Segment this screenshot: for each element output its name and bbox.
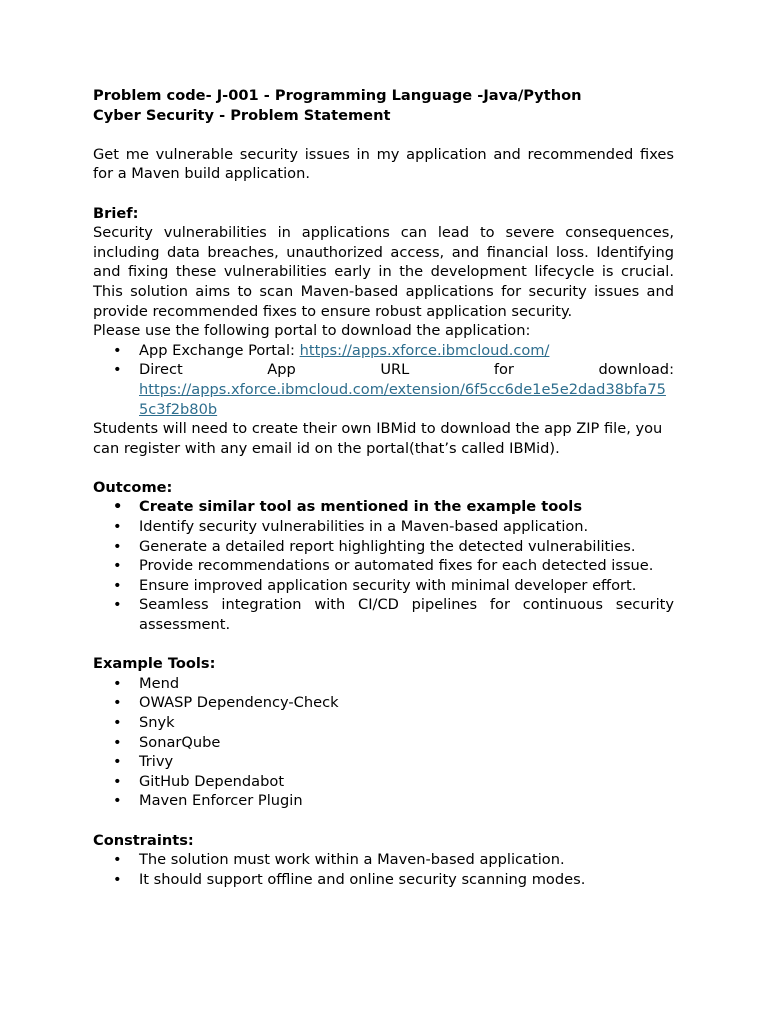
- page-subtitle: Cyber Security - Problem Statement: [93, 106, 391, 124]
- intro-paragraph: Get me vulnerable security issues in my application and recommended fixes for a Maven build application.: [93, 145, 674, 183]
- list-item: [93, 360, 674, 419]
- list-item: • GitHub Dependabot: [93, 772, 674, 792]
- list-item: • Seamless integration with CI/CD pipelines for continuous security assessment.: [93, 595, 674, 634]
- list-item: • Mend: [93, 674, 674, 694]
- direct-app-download-link[interactable]: https://apps.xforce.ibmcloud.com/extension/6f5cc6de1e5e2dad38bfa755c3f2b80b: [139, 380, 666, 418]
- document-content: [93, 86, 674, 889]
- outcome-list: [93, 497, 674, 634]
- direct-url-label: • Direct App URL for download:: [139, 361, 674, 379]
- list-item: • Snyk: [93, 713, 674, 733]
- students-note: Students will need to create their own IBMid to download the app ZIP file, you can register with any email id on the portal(that’s called IBMid).: [93, 420, 663, 457]
- list-item: • OWASP Dependency-Check: [93, 693, 674, 713]
- page-title: Problem code- J-001 - Programming Language -Java/Python: [93, 87, 582, 104]
- list-item: • It should support offline and online security scanning modes.: [93, 870, 674, 890]
- brief-heading: Brief:: [93, 204, 139, 222]
- list-item: • Generate a detailed report highlighting the detected vulnerabilities.: [93, 537, 674, 557]
- list-item: • Trivy: [93, 752, 674, 772]
- example-tools-heading: Example Tools:: [93, 655, 216, 673]
- list-item: • Identify security vulnerabilities in a Maven-based application.: [93, 517, 674, 537]
- list-item: • Maven Enforcer Plugin: [93, 791, 674, 811]
- outcome-heading: Outcome:: [93, 478, 173, 496]
- list-item: • Provide recommendations or automated fixes for each detected issue.: [93, 556, 674, 576]
- list-item: [93, 341, 674, 361]
- portal-link-label: App Exchange Portal:: [139, 341, 295, 359]
- example-tools-list: [93, 674, 674, 811]
- list-item: • The solution must work within a Maven-based application.: [93, 850, 674, 870]
- brief-paragraph: Security vulnerabilities in applications can lead to severe consequences, including data breaches, unauthorized access, and financial loss. Identifying and fixing these vulnerabilities early in the development lifecycle is crucial. This solution aims to scan Maven-based applications for security issues and provide recommended fixes to ensure robust application security.: [93, 224, 674, 320]
- list-item: • Create similar tool as mentioned in the example tools: [93, 497, 674, 517]
- portal-intro: Please use the following portal to download the application:: [93, 322, 531, 340]
- portal-links-list: [93, 341, 674, 419]
- constraints-heading: Constraints:: [93, 831, 194, 849]
- list-item: • SonarQube: [93, 733, 674, 753]
- app-exchange-portal-link[interactable]: https://apps.xforce.ibmcloud.com/: [299, 341, 550, 359]
- constraints-list: [93, 850, 674, 889]
- list-item: • Ensure improved application security with minimal developer effort.: [93, 576, 674, 596]
